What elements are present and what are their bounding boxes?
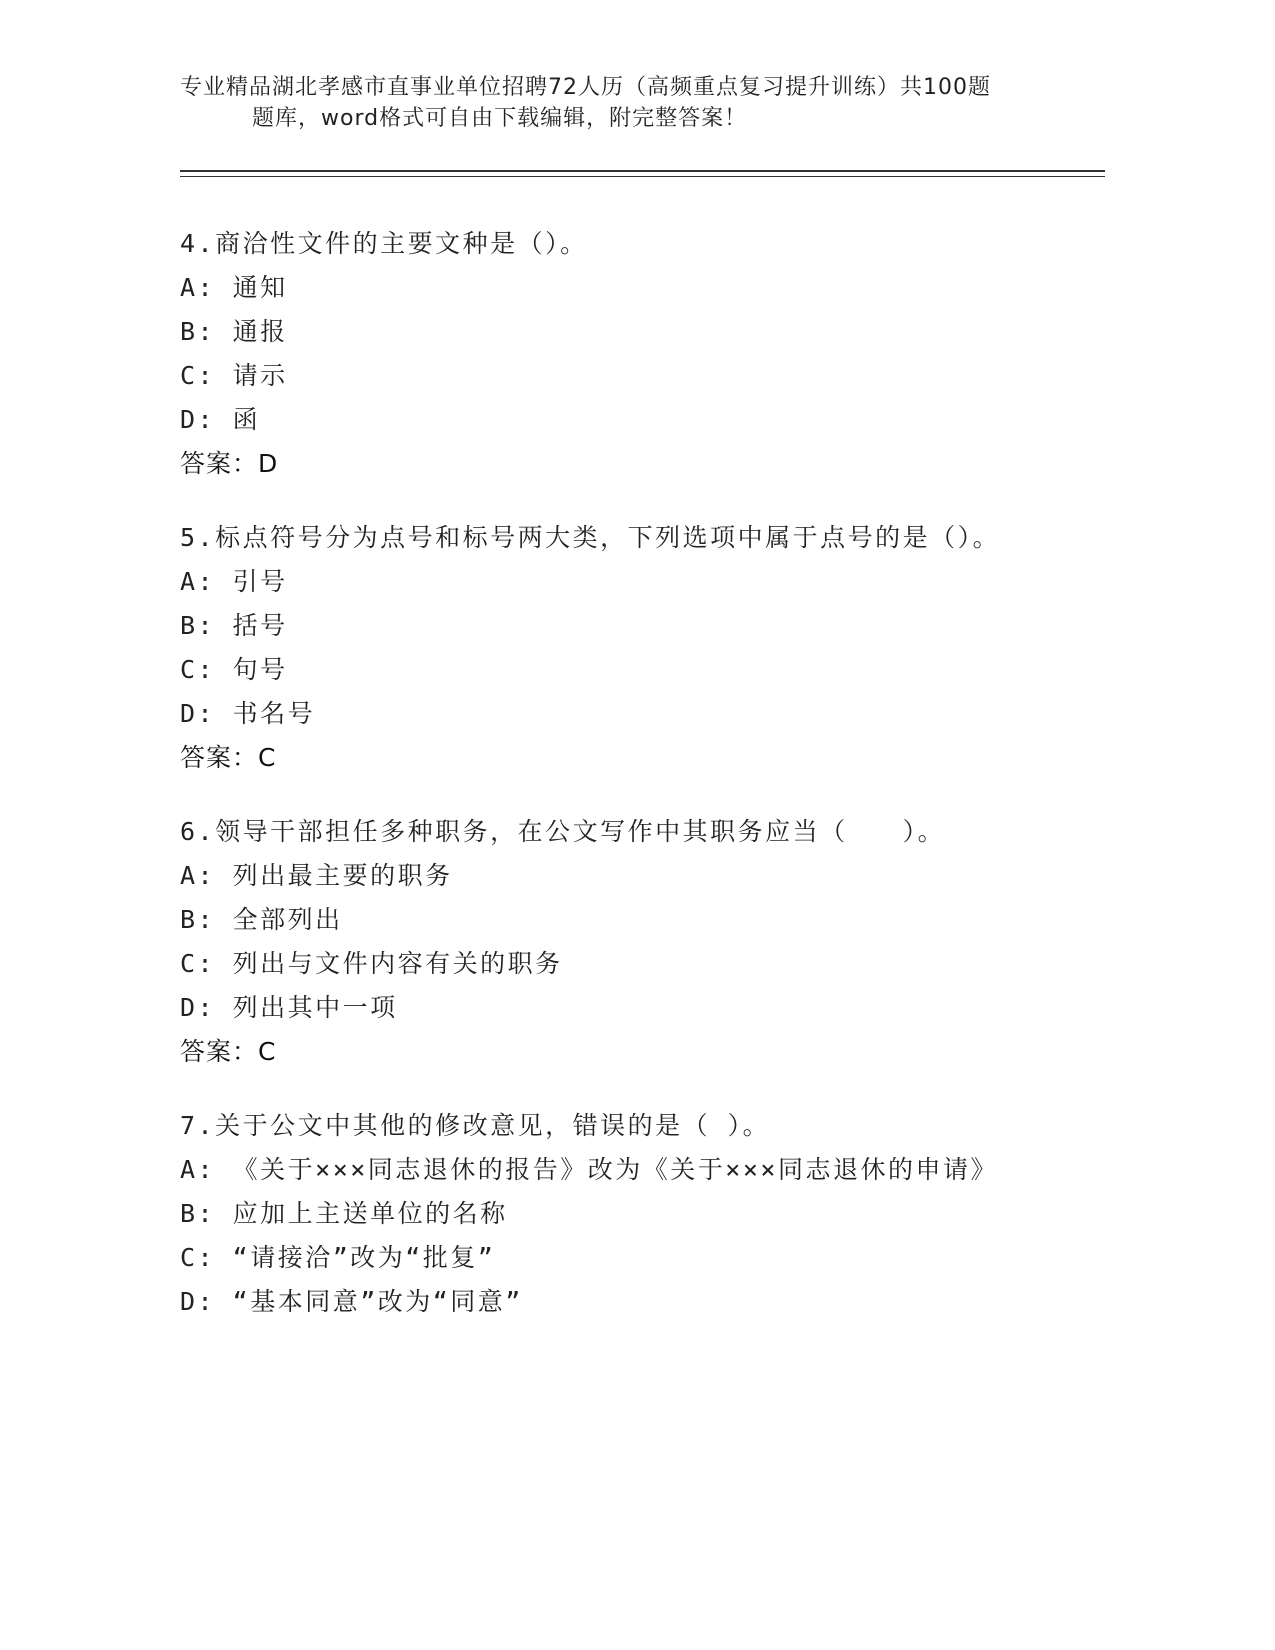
header-divider-thin	[180, 176, 1105, 177]
question-6	[180, 810, 1100, 1074]
question-7	[180, 1104, 1100, 1324]
answer-line: 答案：C	[180, 743, 277, 772]
question-list	[180, 222, 1100, 1354]
option-b: B: 括号	[180, 611, 288, 640]
option-d: D: “基本同意”改为“同意”	[180, 1287, 523, 1316]
option-c: C: 句号	[180, 655, 288, 684]
option-d: D: 函	[180, 405, 261, 434]
header-line-2: 题库，word格式可自由下载编辑，附完整答案！	[252, 106, 748, 131]
option-d: D: 书名号	[180, 699, 316, 728]
option-b: B: 全部列出	[180, 905, 343, 934]
document-header	[180, 72, 1080, 134]
question-text: 5.标点符号分为点号和标号两大类，下列选项中属于点号的是（）。	[180, 523, 1001, 552]
option-c: C: 列出与文件内容有关的职务	[180, 949, 563, 978]
option-c: C: 请示	[180, 361, 288, 390]
option-a: A: 引号	[180, 567, 288, 596]
question-text: 4.商洽性文件的主要文种是（）。	[180, 229, 588, 258]
answer-line: 答案：C	[180, 1037, 277, 1066]
question-text: 7.关于公文中其他的修改意见，错误的是（ ）。	[180, 1111, 771, 1140]
option-b: B: 通报	[180, 317, 288, 346]
option-b: B: 应加上主送单位的名称	[180, 1199, 508, 1228]
option-c: C: “请接洽”改为“批复”	[180, 1243, 496, 1272]
option-a: A: 《关于×××同志退休的报告》改为《关于×××同志退休的申请》	[180, 1155, 998, 1184]
header-line-1: 专业精品湖北孝感市直事业单位招聘72人历（高频重点复习提升训练）共100题	[180, 75, 991, 100]
option-a: A: 列出最主要的职务	[180, 861, 453, 890]
option-a: A: 通知	[180, 273, 288, 302]
header-divider-thick	[180, 170, 1105, 172]
question-4	[180, 222, 1100, 486]
question-5	[180, 516, 1100, 780]
answer-line: 答案：D	[180, 449, 279, 478]
option-d: D: 列出其中一项	[180, 993, 398, 1022]
question-text: 6.领导干部担任多种职务，在公文写作中其职务应当（ ）。	[180, 817, 946, 846]
